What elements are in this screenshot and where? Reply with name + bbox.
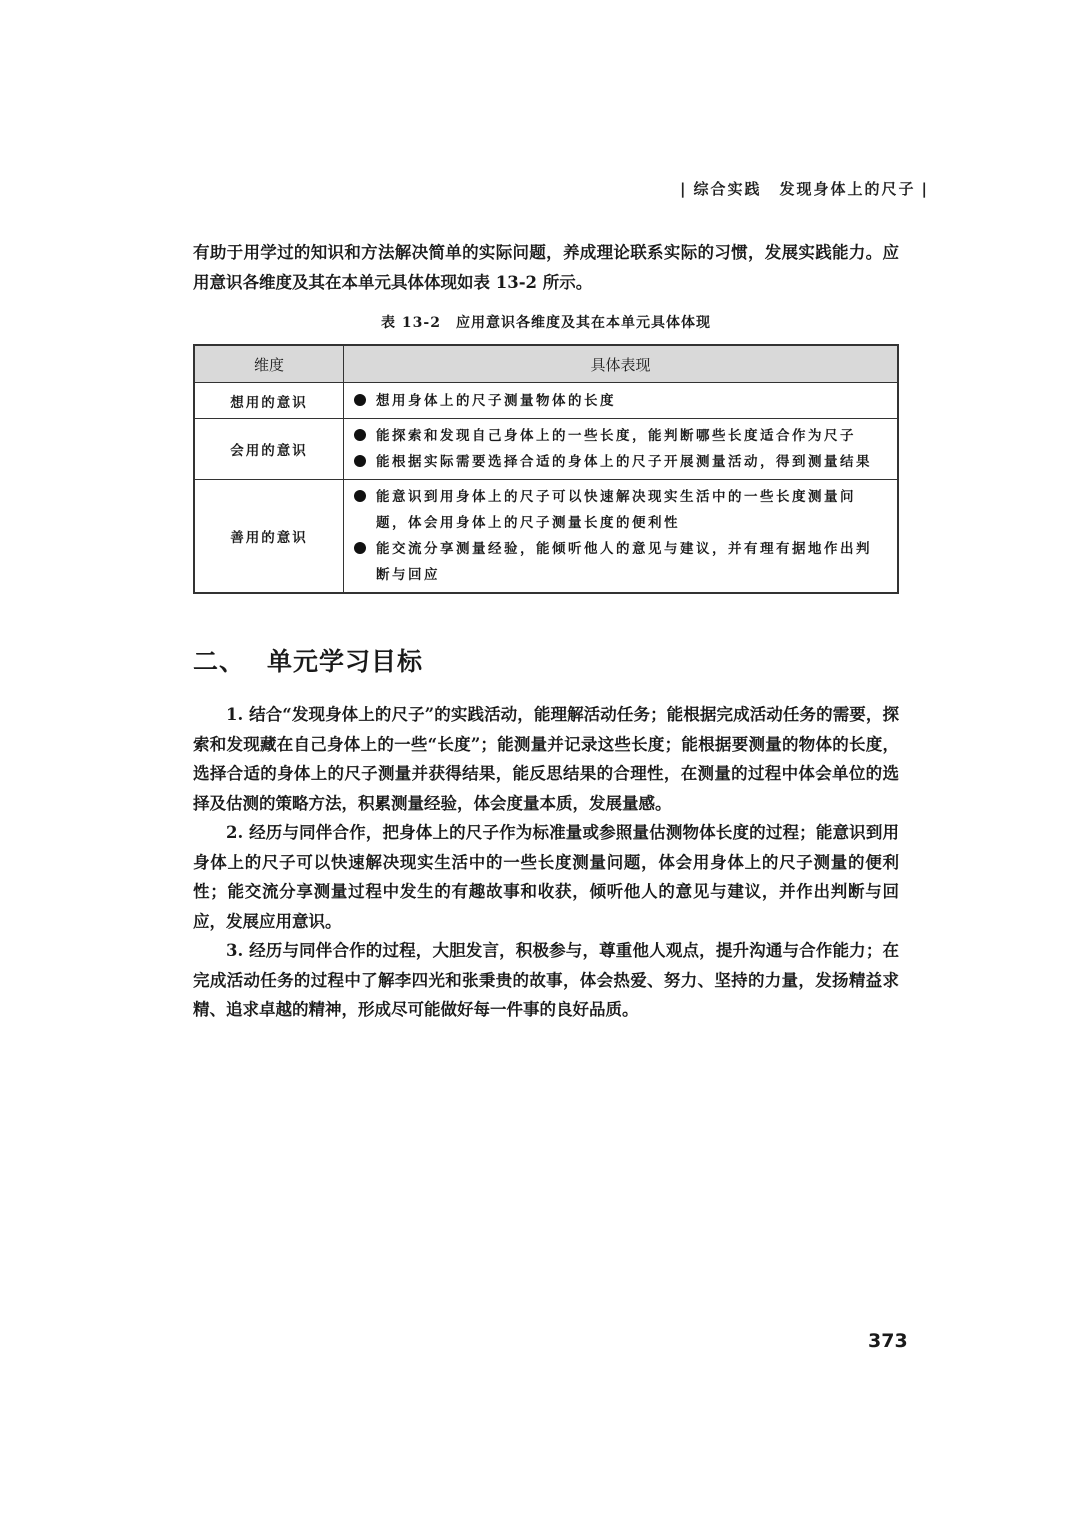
detail-text: 能探索和发现自己身体上的一些长度，能判断哪些长度适合作为尺子 bbox=[376, 428, 856, 444]
table-header-row bbox=[194, 345, 898, 383]
header-divider: | bbox=[680, 180, 688, 198]
detail-text: 能交流分享测量经验，能倾听他人的意见与建议，并有理有据地作出判断与回应 bbox=[376, 541, 872, 583]
detail-text: 能根据实际需要选择合适的身体上的尺子开展测量活动，得到测量结果 bbox=[376, 454, 872, 470]
section-title: 单元学习目标 bbox=[267, 647, 424, 676]
detail-text: 能意识到用身体上的尺子可以快速解决现实生活中的一些长度测量问题，体会用身体上的尺子测量长度的便利性 bbox=[376, 489, 856, 531]
running-header bbox=[674, 178, 935, 199]
dimension-cell: 善用的意识 bbox=[194, 480, 344, 594]
header-chapter: 综合实践 bbox=[693, 180, 762, 198]
bullet-icon bbox=[354, 394, 366, 406]
header-title: 发现身体上的尺子 bbox=[779, 180, 916, 198]
table-caption: 表 13-2 应用意识各维度及其在本单元具体体现 bbox=[381, 315, 711, 331]
bullet-icon bbox=[354, 455, 366, 467]
table-row bbox=[194, 383, 898, 419]
detail-cell bbox=[344, 383, 899, 419]
objective-paragraph: 1. 结合“发现身体上的尺子”的实践活动，能理解活动任务；能根据完成活动任务的需要，探索和发现藏在自己身体上的一些“长度”；能测量并记录这些长度；能根据要测量的物体的长度，选择合适的身体上的尺子测量并获得结果，能反思结果的合理性，在测量的过程中体会单位的选择及估测的策略方法，积累测量经验，体会度量本质，发展量感。 bbox=[193, 705, 899, 813]
objective-paragraph: 2. 经历与同伴合作，把身体上的尺子作为标准量或参照量估测物体长度的过程；能意识到用身体上的尺子可以快速解决现实生活中的一些长度测量问题，体会用身体上的尺子测量的便利性；能交流分享测量过程中发生的有趣故事和收获，倾听他人的意见与建议，并作出判断与回应，发展应用意识。 bbox=[193, 823, 899, 931]
section-heading bbox=[193, 642, 899, 678]
dimension-cell: 想用的意识 bbox=[194, 383, 344, 419]
header-dimension: 维度 bbox=[194, 345, 344, 383]
intro-paragraph: 有助于用学过的知识和方法解决简单的实际问题，养成理论联系实际的习惯，发展实践能力。应用意识各维度及其在本单元具体体现如表 13-2 所示。 bbox=[193, 243, 899, 292]
detail-item bbox=[354, 449, 887, 475]
bullet-icon bbox=[354, 429, 366, 441]
detail-cell bbox=[344, 419, 899, 480]
dimension-table bbox=[193, 344, 899, 594]
detail-item bbox=[354, 536, 887, 588]
table-row bbox=[194, 419, 898, 480]
detail-text: 想用身体上的尺子测量物体的长度 bbox=[376, 392, 616, 409]
dimension-cell: 会用的意识 bbox=[194, 419, 344, 480]
section-number: 二、 bbox=[193, 647, 246, 676]
header-divider: | bbox=[921, 180, 929, 198]
objective-paragraph: 3. 经历与同伴合作的过程，大胆发言，积极参与，尊重他人观点，提升沟通与合作能力；在完成活动任务的过程中了解李四光和张秉贵的故事，体会热爱、努力、坚持的力量，发扬精益求精、追求卓越的精神，形成尽可能做好每一件事的良好品质。 bbox=[193, 941, 899, 1019]
table-row bbox=[194, 480, 898, 594]
bullet-icon bbox=[354, 490, 366, 502]
detail-cell bbox=[344, 480, 899, 594]
page-number: 373 bbox=[868, 1330, 908, 1352]
page-content bbox=[193, 238, 899, 1025]
detail-item bbox=[354, 484, 887, 536]
detail-item bbox=[354, 423, 887, 449]
header-detail: 具体表现 bbox=[344, 345, 899, 383]
detail-item bbox=[354, 388, 887, 414]
bullet-icon bbox=[354, 542, 366, 554]
